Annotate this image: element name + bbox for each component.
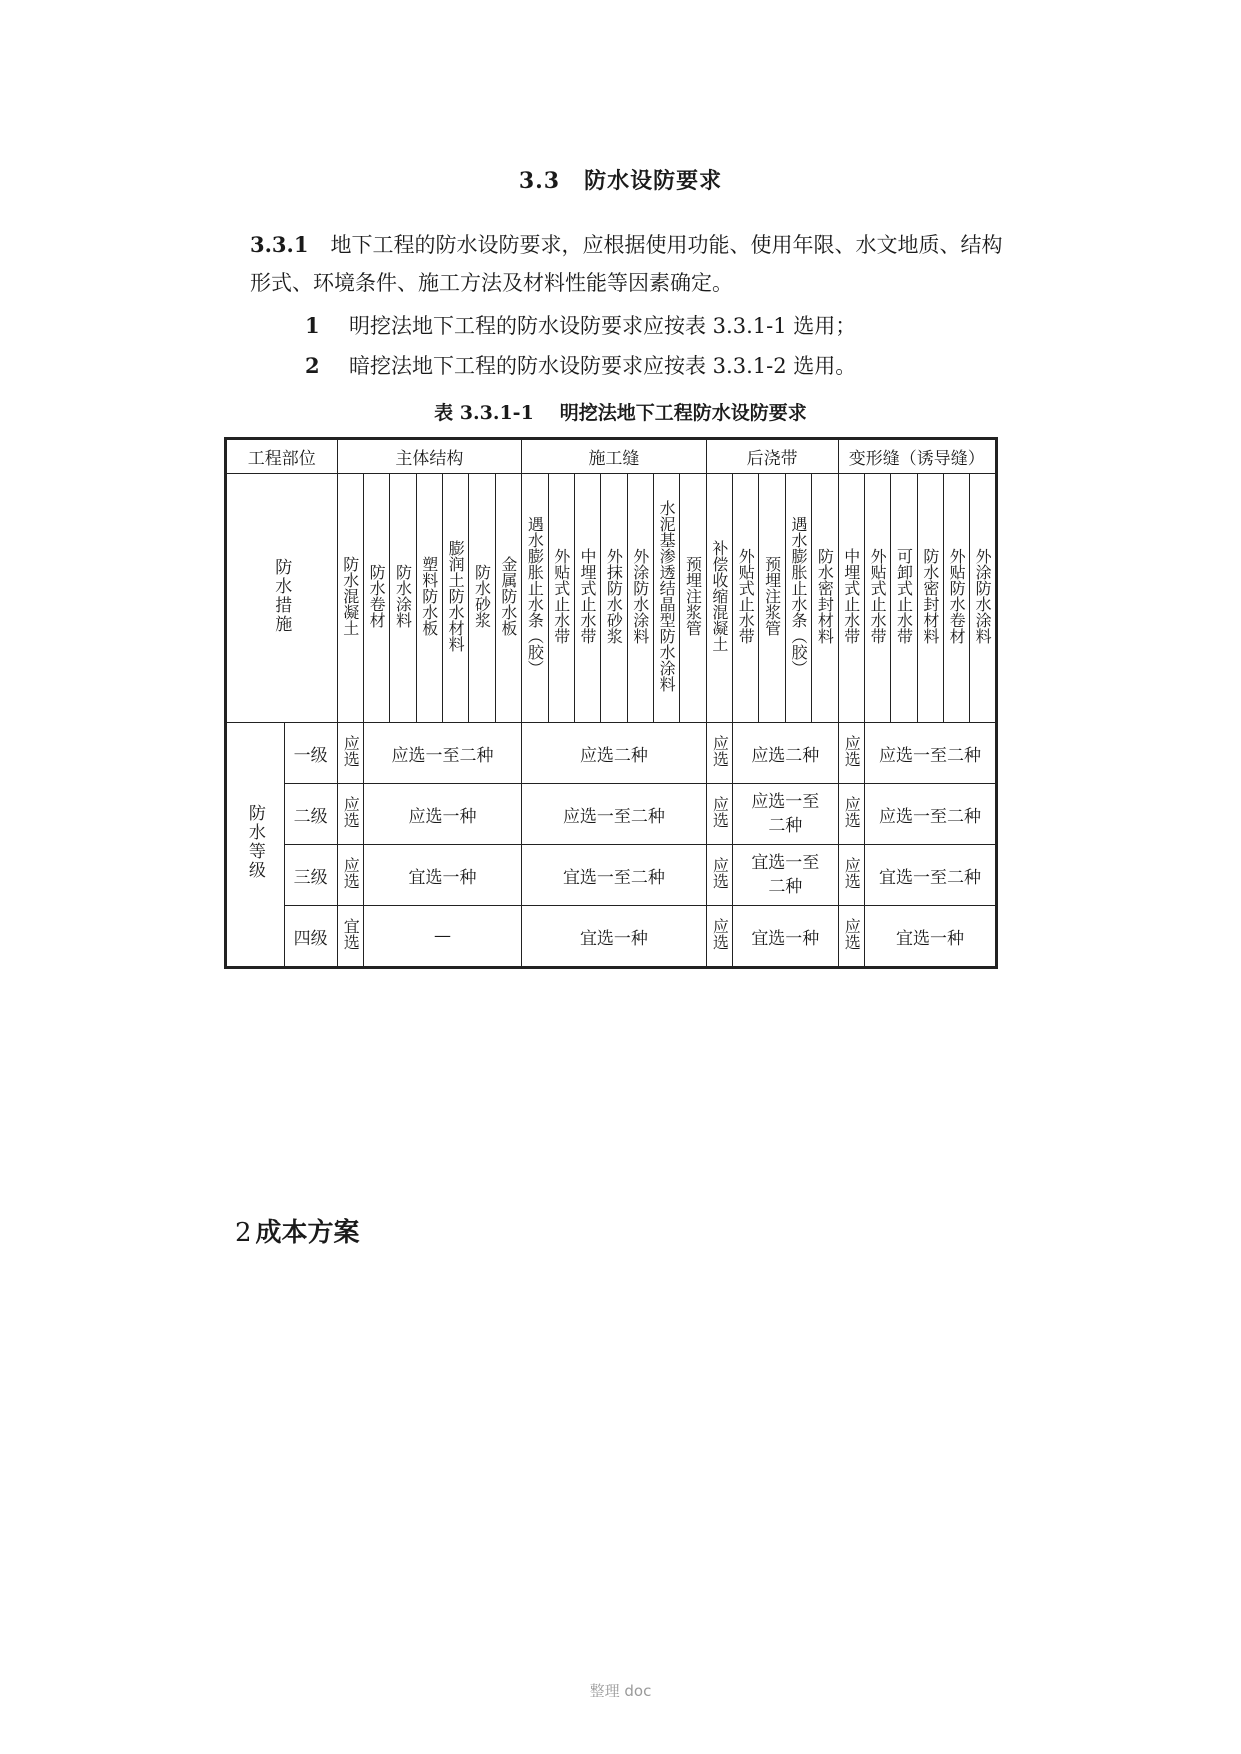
def-rest: 宜选一至二种 bbox=[864, 845, 996, 906]
def-rest: 宜选一种 bbox=[864, 906, 996, 968]
table-title-text: 明挖法地下工程防水设防要求 bbox=[559, 402, 807, 424]
post-first: 应选 bbox=[710, 734, 730, 767]
section-title-text: 防水设防要求 bbox=[584, 168, 723, 194]
clause-item-1 bbox=[305, 310, 856, 340]
measure-cell bbox=[759, 474, 785, 723]
header-deformation-joint: 变形缝（诱导缝） bbox=[838, 439, 996, 474]
post-first: 应选 bbox=[710, 856, 730, 889]
post-rest: 宜选一种 bbox=[733, 906, 838, 968]
grade-level: 三级 bbox=[284, 845, 337, 906]
main-first-cell bbox=[337, 845, 363, 906]
item-number: 2 bbox=[305, 353, 320, 378]
measure-name: 中埋式止水带 bbox=[578, 547, 598, 644]
main-first: 应选 bbox=[341, 734, 361, 767]
measures-row bbox=[226, 474, 997, 723]
def-first-cell bbox=[838, 845, 864, 906]
table-header-row bbox=[226, 439, 997, 474]
measure-name: 水泥基渗透结晶型防水涂料 bbox=[657, 499, 677, 692]
main-first-cell bbox=[337, 723, 363, 784]
measure-cell bbox=[469, 474, 495, 723]
measure-name: 外贴式止水带 bbox=[736, 547, 756, 644]
header-post-pour-strip: 后浇带 bbox=[706, 439, 838, 474]
measure-name: 外涂防水涂料 bbox=[973, 547, 993, 644]
grade-level: 一级 bbox=[284, 723, 337, 784]
measure-name: 外贴防水卷材 bbox=[947, 547, 967, 644]
measure-cell bbox=[548, 474, 574, 723]
main-first-cell bbox=[337, 906, 363, 968]
header-main-structure: 主体结构 bbox=[337, 439, 522, 474]
measure-cell bbox=[390, 474, 416, 723]
grade-level: 四级 bbox=[284, 906, 337, 968]
measure-name: 外涂防水涂料 bbox=[630, 547, 650, 644]
measure-name: 补偿收缩混凝土 bbox=[709, 539, 729, 652]
joint-requirement: 宜选一至二种 bbox=[522, 845, 707, 906]
measure-cell bbox=[601, 474, 627, 723]
measure-name: 塑料防水板 bbox=[419, 555, 439, 636]
def-rest: 应选一至二种 bbox=[864, 723, 996, 784]
measure-cell bbox=[891, 474, 917, 723]
joint-requirement: 应选二种 bbox=[522, 723, 707, 784]
def-first: 应选 bbox=[842, 734, 862, 767]
def-first-cell bbox=[838, 784, 864, 845]
post-first-cell bbox=[706, 906, 732, 968]
measure-name: 防水涂料 bbox=[393, 563, 413, 628]
subheading-number: 2 bbox=[235, 1218, 252, 1248]
measure-cell bbox=[363, 474, 389, 723]
post-first: 应选 bbox=[710, 795, 730, 828]
def-rest: 应选一至二种 bbox=[864, 784, 996, 845]
main-first: 应选 bbox=[341, 856, 361, 889]
measure-name: 外贴式止水带 bbox=[551, 547, 571, 644]
main-first: 应选 bbox=[341, 795, 361, 828]
def-first: 应选 bbox=[842, 795, 862, 828]
measure-name: 遇水膨胀止水条（胶） bbox=[788, 515, 808, 676]
grade-row bbox=[226, 845, 997, 906]
measure-name: 防水卷材 bbox=[367, 563, 387, 628]
main-rest: 应选一至二种 bbox=[363, 723, 521, 784]
item-text: 暗挖法地下工程的防水设防要求应按表 3.3.1-2 选用。 bbox=[349, 354, 857, 378]
section-title bbox=[0, 164, 1241, 195]
clause-paragraph bbox=[250, 226, 1010, 302]
measure-name: 金属防水板 bbox=[498, 555, 518, 636]
measure-cell bbox=[574, 474, 600, 723]
item-text: 明挖法地下工程的防水设防要求应按表 3.3.1-1 选用； bbox=[349, 314, 857, 338]
measure-cell bbox=[627, 474, 653, 723]
grade-label: 防水等级 bbox=[244, 804, 265, 880]
measure-cell bbox=[838, 474, 864, 723]
header-construction-joint: 施工缝 bbox=[522, 439, 707, 474]
post-rest-text: 宜选一至二种 bbox=[751, 853, 820, 897]
subheading-text: 成本方案 bbox=[255, 1218, 360, 1248]
measure-cell bbox=[337, 474, 363, 723]
clause-item-2 bbox=[305, 350, 856, 380]
clause-text: 地下工程的防水设防要求，应根据使用功能、使用年限、水文地质、结构形式、环境条件、施工方法及材料性能等因素确定。 bbox=[250, 233, 1003, 295]
grade-row bbox=[226, 723, 997, 784]
measure-cell bbox=[944, 474, 970, 723]
main-first: 宜选 bbox=[341, 917, 361, 950]
measure-cell bbox=[416, 474, 442, 723]
grade-row bbox=[226, 906, 997, 968]
post-rest bbox=[733, 845, 838, 906]
measure-cell bbox=[442, 474, 468, 723]
measures-label: 防水措施 bbox=[271, 557, 292, 634]
main-rest: — bbox=[363, 906, 521, 968]
measure-name: 可卸式止水带 bbox=[894, 547, 914, 644]
measure-cell bbox=[812, 474, 838, 723]
grade-row bbox=[226, 784, 997, 845]
waterproofing-table bbox=[224, 437, 998, 969]
measure-cell bbox=[495, 474, 521, 723]
section-number: 3.3 bbox=[518, 168, 561, 194]
measure-name: 防水密封材料 bbox=[815, 547, 835, 644]
post-first-cell bbox=[706, 845, 732, 906]
def-first-cell bbox=[838, 723, 864, 784]
main-first-cell bbox=[337, 784, 363, 845]
measure-name: 防水混凝土 bbox=[340, 555, 360, 636]
measure-cell bbox=[522, 474, 548, 723]
measure-name: 遇水膨胀止水条（胶） bbox=[525, 515, 545, 676]
measure-name: 防水密封材料 bbox=[920, 547, 940, 644]
measure-cell bbox=[970, 474, 997, 723]
joint-requirement: 应选一至二种 bbox=[522, 784, 707, 845]
post-rest-text: 应选一至二种 bbox=[751, 792, 820, 836]
measure-cell bbox=[864, 474, 890, 723]
main-rest: 宜选一种 bbox=[363, 845, 521, 906]
measure-name: 外抹防水砂浆 bbox=[604, 547, 624, 644]
measure-cell bbox=[785, 474, 811, 723]
measure-name: 膨润土防水材料 bbox=[446, 539, 466, 652]
post-first: 应选 bbox=[710, 917, 730, 950]
measure-name: 预埋注浆管 bbox=[683, 555, 703, 636]
measure-name: 中埋式止水带 bbox=[841, 547, 861, 644]
joint-requirement: 宜选一种 bbox=[522, 906, 707, 968]
header-part: 工程部位 bbox=[226, 439, 338, 474]
def-first: 应选 bbox=[842, 856, 862, 889]
table-title bbox=[0, 398, 1241, 425]
grade-label-cell bbox=[226, 723, 285, 968]
measure-name: 外贴式止水带 bbox=[868, 547, 888, 644]
post-rest bbox=[733, 784, 838, 845]
measure-name: 预埋注浆管 bbox=[762, 555, 782, 636]
post-first-cell bbox=[706, 784, 732, 845]
def-first: 应选 bbox=[842, 917, 862, 950]
def-first-cell bbox=[838, 906, 864, 968]
grade-level: 二级 bbox=[284, 784, 337, 845]
post-first-cell bbox=[706, 723, 732, 784]
measure-cell bbox=[733, 474, 759, 723]
measure-cell bbox=[917, 474, 943, 723]
measure-cell bbox=[653, 474, 679, 723]
measure-name: 防水砂浆 bbox=[472, 563, 492, 628]
item-number: 1 bbox=[305, 313, 320, 338]
page-footer: 整理 doc bbox=[589, 1682, 652, 1700]
measure-cell bbox=[706, 474, 732, 723]
main-rest: 应选一种 bbox=[363, 784, 521, 845]
clause-number: 3.3.1 bbox=[250, 232, 309, 257]
table-number: 表 3.3.1-1 bbox=[434, 402, 534, 424]
subheading bbox=[235, 1212, 360, 1249]
measure-cell bbox=[680, 474, 706, 723]
measures-label-cell bbox=[226, 474, 338, 723]
post-rest: 应选二种 bbox=[733, 723, 838, 784]
